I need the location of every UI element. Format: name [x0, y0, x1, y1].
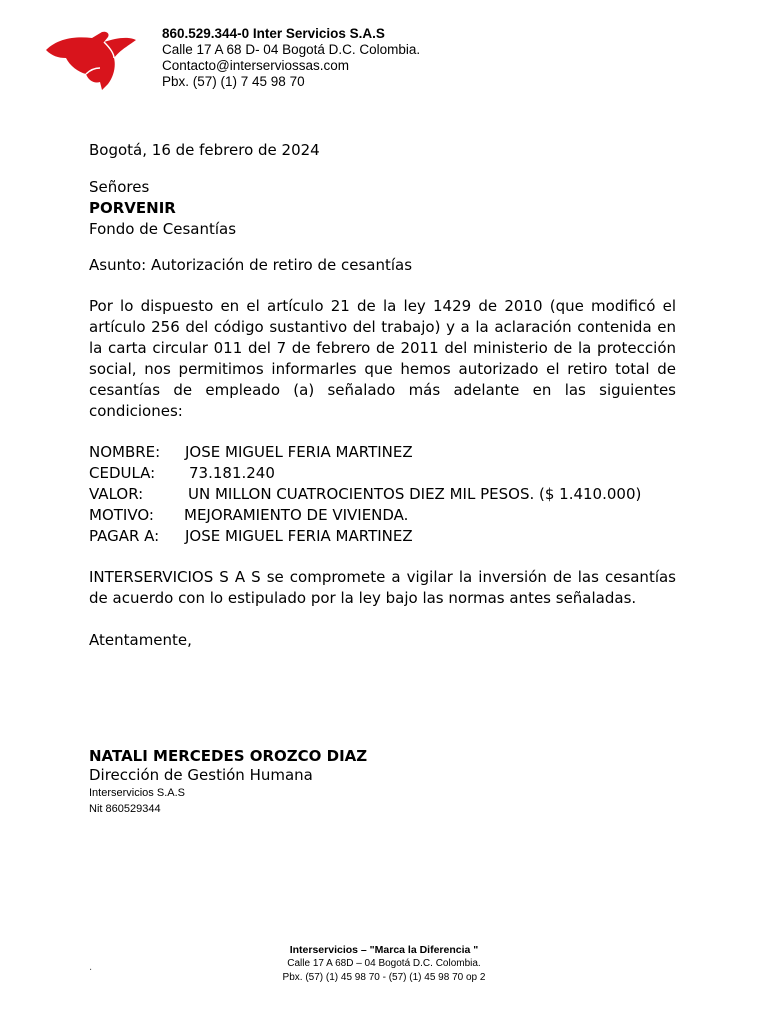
recipient-block	[89, 177, 676, 240]
letter-paragraph-2: INTERSERVICIOS S A S se compromete a vigilar la inversión de las cesantías de acuerdo con lo estipulado por la ley bajo las normas antes señaladas.	[89, 568, 676, 607]
footer-address: Calle 17 A 68D – 04 Bogotá D.C. Colombia.	[287, 958, 481, 969]
closing: Atentamente,	[89, 631, 192, 649]
field-row-valor	[89, 484, 676, 505]
recipient-name: PORVENIR	[89, 199, 176, 217]
signer-company: Interservicios S.A.S	[89, 787, 185, 799]
company-email: Contacto@interserviossas.com	[162, 58, 350, 73]
letter-paragraph-1: Por lo dispuesto en el artículo 21 de la ley 1429 de 2010 (que modificó el artículo 256 del código sustantivo del trabajo) y a la aclaración contenida en la carta circular 011 del 7 de febrero de 2011 del ministerio de la protección social, nos permitimos informarles que hemos autorizado el retiro total de cesantías de empleado (a) señalado más adelante en las siguientes condiciones:	[89, 297, 676, 420]
field-label: PAGAR A:	[89, 527, 160, 545]
signer-nit: Nit 860529344	[89, 803, 161, 815]
recipient-subtitle: Fondo de Cesantías	[89, 220, 237, 238]
field-row-nombre	[89, 442, 676, 463]
eagle-logo-icon	[44, 28, 138, 92]
letterhead	[162, 26, 420, 90]
field-label: NOMBRE:	[89, 443, 161, 461]
signature-block	[89, 747, 367, 817]
field-label: MOTIVO:	[89, 506, 154, 524]
page-footer	[0, 943, 768, 985]
field-value: JOSE MIGUEL FERIA MARTINEZ	[185, 527, 413, 545]
letter-subject: Asunto: Autorización de retiro de cesantías	[89, 256, 413, 274]
footer-phones: Pbx. (57) (1) 45 98 70 - (57) (1) 45 98 70 op 2	[282, 972, 486, 983]
field-value: JOSE MIGUEL FERIA MARTINEZ	[185, 443, 413, 461]
field-value: UN MILLON CUATROCIENTOS DIEZ MIL PESOS. ($ 1.410.000)	[188, 485, 642, 503]
signer-name: NATALI MERCEDES OROZCO DIAZ	[89, 747, 368, 765]
footer-mark: .	[89, 962, 93, 973]
signer-role: Dirección de Gestión Humana	[89, 766, 313, 784]
company-phone: Pbx. (57) (1) 7 45 98 70	[162, 74, 305, 89]
field-value: MEJORAMIENTO DE VIVIENDA.	[184, 506, 409, 524]
company-nit: 860.529.344-0 Inter Servicios S.A.S	[162, 26, 385, 41]
letter-date: Bogotá, 16 de febrero de 2024	[89, 141, 320, 159]
footer-slogan: Interservicios – "Marca la Diferencia "	[289, 944, 479, 956]
field-row-motivo	[89, 505, 676, 526]
employee-details	[89, 442, 676, 547]
field-row-pagar	[89, 526, 676, 547]
salutation: Señores	[89, 178, 150, 196]
field-row-cedula	[89, 463, 676, 484]
company-address: Calle 17 A 68 D- 04 Bogotá D.C. Colombia.	[162, 42, 421, 57]
field-label: CEDULA:	[89, 464, 156, 482]
field-label: VALOR:	[89, 485, 144, 503]
field-value: 73.181.240	[189, 464, 275, 482]
